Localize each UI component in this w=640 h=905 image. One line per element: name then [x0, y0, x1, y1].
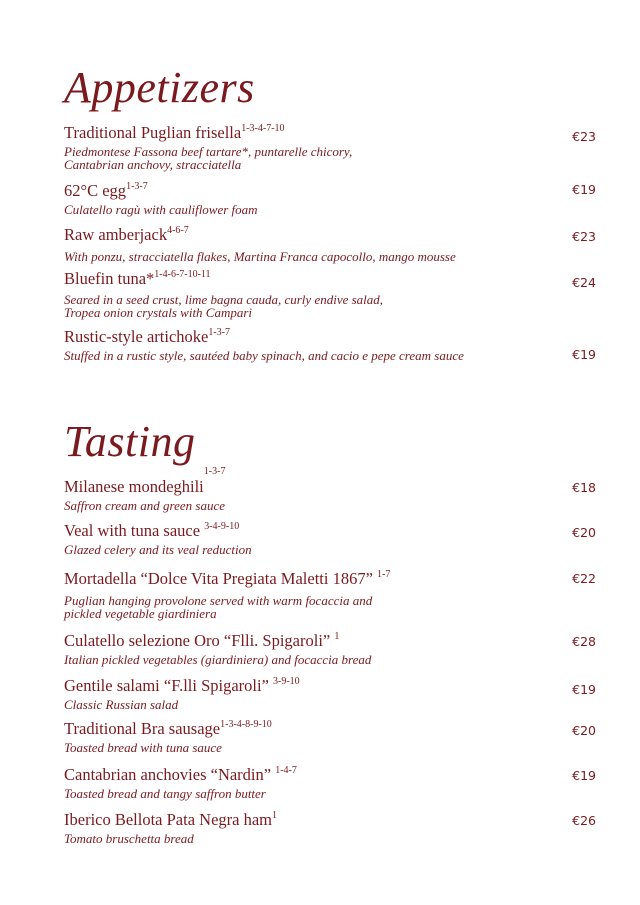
item-description: Culatello ragù with cauliflower foam — [64, 201, 258, 217]
menu-item — [64, 811, 604, 845]
menu-item — [64, 720, 604, 754]
item-description: Italian pickled vegetables (giardiniera) and focaccia bread — [64, 651, 372, 667]
allergen-codes: 1-3-7 — [208, 326, 231, 338]
item-description: Stuffed in a rustic style, sautéed baby spinach, and cacio e pepe cream sauce — [64, 347, 464, 363]
item-description: Puglian hanging provolone served with warm focaccia and pickled vegetable giardiniera — [64, 592, 373, 621]
menu-item — [64, 677, 604, 711]
item-name: 62°C egg — [64, 181, 127, 200]
item-name: Milanese mondeghili — [64, 477, 204, 496]
menu-item — [64, 182, 604, 216]
item-price: €20 — [572, 723, 596, 738]
item-description: Saffron cream and green sauce — [64, 497, 226, 513]
item-name: Rustic-style artichoke — [64, 327, 209, 346]
item-price: €19 — [572, 182, 596, 197]
section-title-appetizers: Appetizers — [64, 63, 255, 112]
allergen-codes: 4-6-7 — [167, 224, 189, 236]
item-description: Seared in a seed crust, lime bagna cauda, curly endive salad, Tropea onion crystals with Campari — [64, 291, 384, 320]
item-description: Classic Russian salad — [64, 696, 179, 712]
item-description: With ponzu, stracciatella flakes, Martina Franca capocollo, mango mousse — [64, 248, 456, 264]
menu-item — [64, 270, 604, 319]
allergen-codes: 1-4-6-7-10-11 — [154, 268, 211, 280]
item-name: Culatello selezione Oro “Flli. Spigaroli” — [64, 631, 335, 650]
section-title-tasting: Tasting — [64, 417, 196, 466]
item-name: Traditional Puglian frisella — [64, 123, 242, 142]
menu-item — [64, 124, 604, 171]
allergen-codes: 3-4-9-10 — [204, 520, 240, 532]
allergen-codes: 1-3-7 — [126, 180, 148, 192]
item-price: €23 — [572, 229, 596, 244]
item-name: Gentile salami “F.lli Spigaroli” — [64, 676, 274, 695]
item-description: Piedmontese Fassona beef tartare*, puntarelle chicory, Cantabrian anchovy, stracciatella — [64, 143, 353, 172]
item-price: €19 — [572, 768, 596, 783]
item-name: Raw amberjack — [64, 225, 168, 244]
allergen-codes: 1-3-4-8-9-10 — [220, 718, 272, 730]
allergen-codes: 1-4-7 — [275, 764, 297, 776]
allergen-codes: 1-3-4-7-10 — [241, 122, 285, 134]
item-price: €19 — [572, 347, 596, 362]
item-name: Mortadella “Dolce Vita Pregiata Maletti 1867” — [64, 569, 378, 588]
item-price: €20 — [572, 525, 596, 540]
menu-item — [64, 465, 604, 513]
item-price: €26 — [572, 813, 596, 828]
item-description: Toasted bread and tangy saffron butter — [64, 785, 266, 801]
menu-item — [64, 570, 604, 620]
item-price: €19 — [572, 682, 596, 697]
allergen-codes: 1-7 — [377, 568, 391, 580]
allergen-codes: 1-3-7 — [203, 465, 226, 477]
menu-item — [64, 632, 604, 666]
item-price: €18 — [572, 480, 596, 495]
item-name: Iberico Bellota Pata Negra ham — [64, 810, 272, 829]
item-price: €22 — [572, 571, 596, 586]
item-price: €23 — [572, 129, 596, 144]
item-name: Cantabrian anchovies “Nardin” — [64, 765, 276, 784]
item-name: Bluefin tuna* — [64, 269, 155, 288]
item-price: €28 — [572, 634, 596, 649]
allergen-codes: 1 — [334, 630, 340, 642]
menu-item — [64, 522, 604, 556]
item-price: €24 — [572, 275, 596, 290]
item-description: Glazed celery and its veal reduction — [64, 541, 252, 557]
menu-item — [64, 226, 604, 263]
item-description: Toasted bread with tuna sauce — [64, 739, 222, 755]
item-description: Tomato bruschetta bread — [64, 830, 194, 846]
menu-item — [64, 766, 604, 800]
item-name: Veal with tuna sauce — [64, 521, 205, 540]
item-name: Traditional Bra sausage — [64, 719, 221, 738]
menu-item — [64, 328, 604, 362]
allergen-codes: 1 — [272, 809, 277, 821]
allergen-codes: 3-9-10 — [273, 675, 300, 687]
